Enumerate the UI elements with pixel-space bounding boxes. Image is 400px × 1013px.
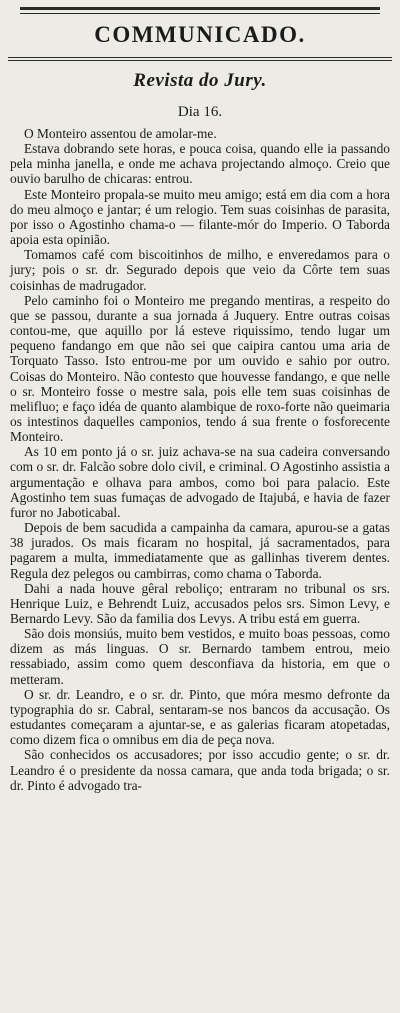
section-heading: COMMUNICADO. — [94, 22, 306, 47]
article-body — [10, 126, 390, 793]
paragraph: O Monteiro assentou de amolar-me. — [24, 126, 217, 141]
top-double-rule — [20, 7, 380, 14]
paragraph: Depois de bem sacudida a campainha da camara, apurou-se a gatas 38 jurados. Os mais ficaram no hospital, já sacramentados, para pagarem a multa, immediatamente que as gallinhas tiverem dentes. Regula dez pelegos ou cambirras, como chama o Taborda. — [10, 520, 390, 581]
paragraph: As 10 em ponto já o sr. juiz achava-se na sua cadeira conversando com o sr. dr. Falcão sobre dolo civil, e criminal. O Agostinho assistia a argumentação e olhava para ambos, como boi para palacio. Este Agostinho tem suas fumaças de advogado de Itajubá, e havia de fazer furor no Jaboticabal. — [10, 444, 390, 520]
paragraph: Pelo caminho foi o Monteiro me pregando mentiras, a respeito do que se passou, durante a sua jornada á Juquery. Entre outras coisas contou-me, que aquillo por lá esteve riquissimo, tendo lugar um pequeno fandango em que não sei que caipira cantou uma aria de Torquato Tasso. Isto entrou-me por um ouvido e sahio por outro. Coisas do Monteiro. Não contesto que houvesse fandango, e que nelle o sr. Monteiro fosse o mestre sala, pois elle tem suas coisinhas de melifluo; e faço idéa de quanto alambique de roxo-forte não queimaria os intestinos daquelles camponios, tendo á sua frente o fosforecente Monteiro. — [10, 292, 390, 445]
heading-rule — [8, 57, 392, 61]
paragraph: São dois monsiús, muito bem vestidos, e muito boas pessoas, como dizem as más linguas. O sr. Bernardo tambem entrou, meio ressabiado, assim como quem desconfiava da historia, em que o metteram. — [10, 626, 390, 687]
paragraph: O sr. dr. Leandro, e o sr. dr. Pinto, que móra mesmo defronte da typographia do sr. Cabral, sentaram-se nos bancos da accusação. Os estudantes começaram a ajuntar-se, e as galerias ficaram atopetadas, como dizem fica o omnibus em dia de peça nova. — [10, 686, 390, 748]
paragraph: Tomamos café com biscoitinhos de milho, e enveredamos para o jury; pois o sr. dr. Segurado depois que veio da Côrte tem suas coisinhas de madrugador. — [10, 247, 390, 293]
paragraph: Estava dobrando sete horas, e pouca coisa, quando elle ia passando pela minha janella, e onde me achava projectando almoço. Creio que ouvio barulho de chicaras: entrou. — [10, 141, 390, 187]
paragraph: Este Monteiro propala-se muito meu amigo; está em dia com a hora do meu almoço e jantar; é um relogio. Tem suas coisinhas de parasita, por isso o Agostinho chama-o — filante-mór do Imperio. O Taborda apoia esta opinião. — [10, 186, 390, 248]
paragraph: São conhecidos os accusadores; por isso accudio gente; o sr. dr. Leandro é o presidente da nossa camara, que anda toda brigada; o sr. dr. Pinto é advogado tra- — [10, 747, 390, 793]
paragraph: Dahi a nada houve gêral reboliço; entraram no tribunal os srs. Henrique Luiz, e Behrendt Luiz, accusados pelos srs. Simon Levy, e Bernardo Levy. São da familia dos Levys. A tribu está em guerra. — [10, 580, 390, 626]
dateline: Dia 16. — [177, 104, 223, 120]
article-title: Revista do Jury. — [133, 70, 267, 91]
